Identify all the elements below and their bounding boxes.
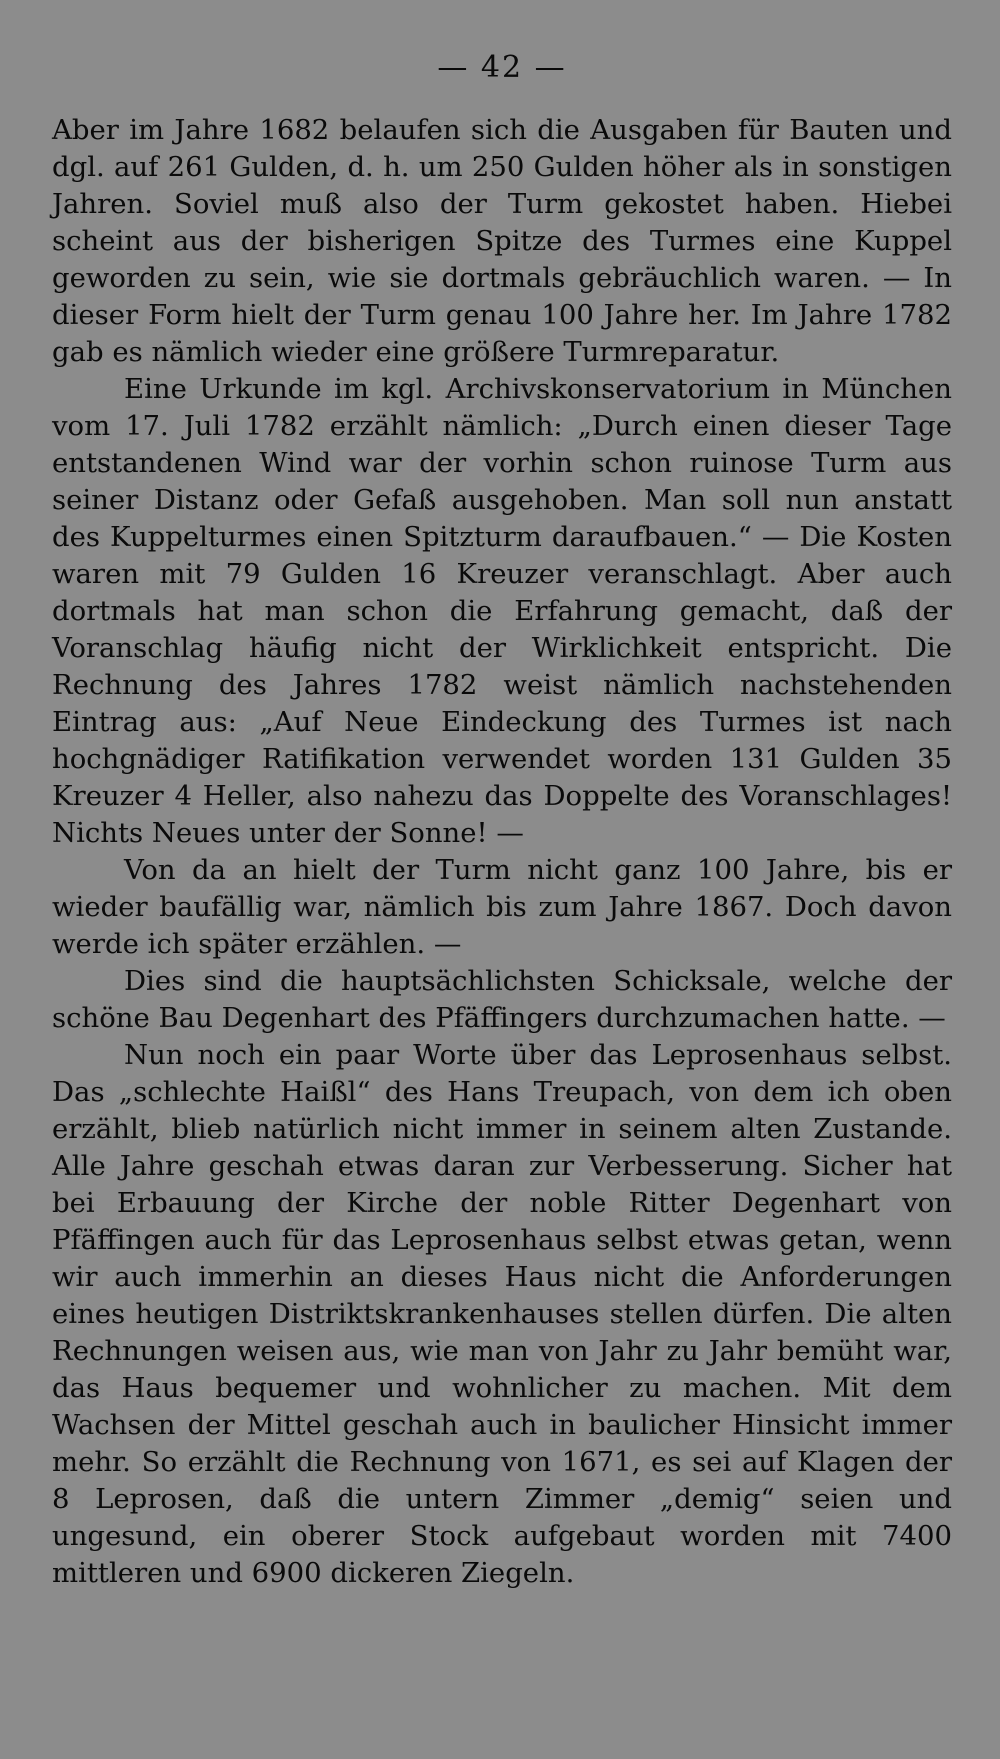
paragraph-1: Aber im Jahre 1682 belaufen sich die Ausgaben für Bauten und dgl. auf 261 Gulden, d. h. um 250 Gulden höher als in sonstigen Jahren. Soviel muß also der Turm gekostet haben. Hiebei scheint aus der bisherigen Spitze des Turmes eine Kuppel geworden zu sein, wie sie dortmals gebräuchlich waren. — In dieser Form hielt der Turm genau 100 Jahre her. Im Jahre 1782 gab es nämlich wieder eine größere Turmreparatur. [52, 114, 952, 368]
paragraph-2: Eine Urkunde im kgl. Archivskonservatorium in München vom 17. Juli 1782 erzählt nämlich: „Durch einen dieser Tage entstandenen Wind war der vorhin schon ruinose Turm aus seiner Distanz oder Gefaß ausgehoben. Man soll nun anstatt des Kuppelturmes einen Spitzturm daraufbauen.“ — Die Kosten waren mit 79 Gulden 16 Kreuzer veranschlagt. Aber auch dortmals hat man schon die Erfahrung gemacht, daß der Voranschlag häufig nicht der Wirklichkeit entspricht. Die Rechnung des Jahres 1782 weist nämlich nachstehenden Eintrag aus: „Auf Neue Eindeckung des Turmes ist nach hochgnädiger Ratifikation verwendet worden 131 Gulden 35 Kreuzer 4 Heller, also nahezu das Doppelte des Voranschlages! Nichts Neues unter der Sonne! — [52, 373, 952, 849]
paragraph-3: Von da an hielt der Turm nicht ganz 100 Jahre, bis er wieder baufällig war, nämlich bis zum Jahre 1867. Doch davon werde ich später erzählen. — [52, 854, 952, 960]
paragraph-5: Nun noch ein paar Worte über das Leprosenhaus selbst. Das „schlechte Haißl“ des Hans Treupach, von dem ich oben erzählt, blieb natürlich nicht immer in seinem alten Zustande. Alle Jahre geschah etwas daran zur Verbesserung. Sicher hat bei Erbauung der Kirche der noble Ritter Degenhart von Pfäffingen auch für das Leprosenhaus selbst etwas getan, wenn wir auch immerhin an dieses Haus nicht die Anforderungen eines heutigen Distriktskrankenhauses stellen dürfen. Die alten Rechnungen weisen aus, wie man von Jahr zu Jahr bemüht war, das Haus bequemer und wohnlicher zu machen. Mit dem Wachsen der Mittel geschah auch in baulicher Hinsicht immer mehr. So erzählt die Rechnung von 1671, es sei auf Klagen der 8 Leprosen, daß die untern Zimmer „demig“ seien und ungesund, ein oberer Stock aufgebaut worden mit 7400 mittleren und 6900 dickeren Ziegeln. [52, 1039, 952, 1589]
document-page [52, 40, 952, 1720]
paragraph-4: Dies sind die hauptsächlichsten Schicksale, welche der schöne Bau Degenhart des Pfäffingers durchzumachen hatte. — [52, 965, 952, 1034]
page-number: — 42 — [437, 50, 567, 85]
